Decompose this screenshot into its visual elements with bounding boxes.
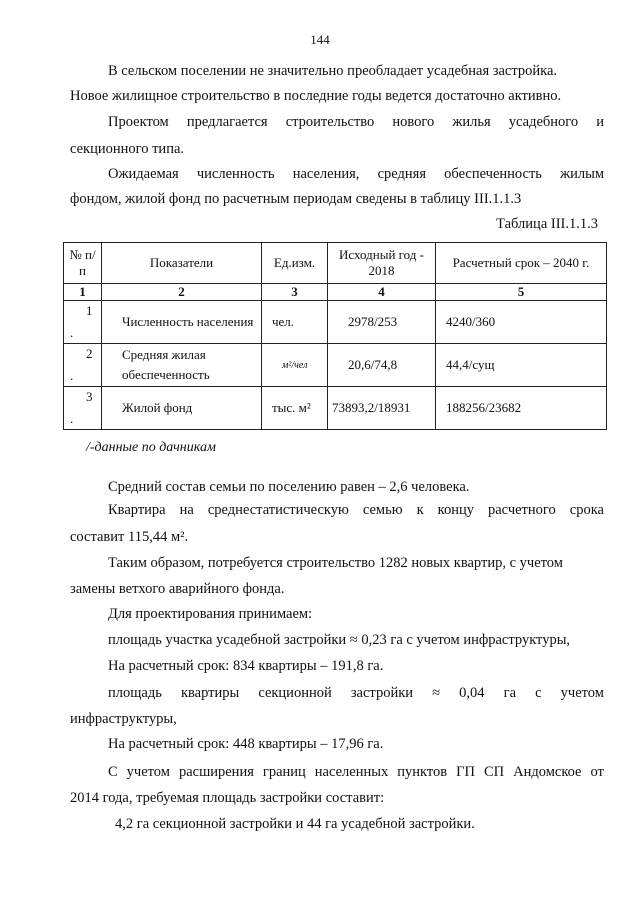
word: строительство (285, 114, 375, 130)
row-number-cell (64, 387, 102, 430)
word: Проектом (108, 114, 169, 130)
word: и (596, 114, 604, 130)
word: ≈ (432, 685, 441, 701)
row-base-value: 20,6/74,8 (328, 344, 436, 387)
header-target-year: Расчетный срок – 2040 г. (436, 243, 607, 284)
word: к (416, 502, 424, 518)
header-number: № п/п (64, 243, 102, 284)
col-number: 1 (64, 284, 102, 301)
col-number: 4 (328, 284, 436, 301)
word: усадебного (508, 114, 579, 130)
word: на (179, 502, 194, 518)
word: с (535, 685, 542, 701)
word: площадь (108, 685, 162, 701)
table-row (64, 344, 607, 387)
row-unit: м²/чел (262, 344, 328, 387)
header-indicator: Показатели (102, 243, 262, 284)
word: 0,04 (459, 685, 485, 701)
paragraph-1-line-1: В сельском поселении не значительно преобладает усадебная застройка. (108, 63, 558, 79)
table-caption: Таблица III.1.1.3 (496, 216, 598, 232)
word: жилья (452, 114, 491, 130)
paragraph-11: На расчетный срок: 448 квартиры – 17,96 га. (108, 736, 384, 752)
row-target-value: 4240/360 (436, 301, 607, 344)
word: средняя (377, 166, 426, 182)
table-header-row (64, 243, 607, 284)
header-unit: Ед.изм. (262, 243, 328, 284)
word: семью (362, 502, 403, 518)
row-number: 1 (86, 303, 93, 318)
word: пунктов (397, 764, 448, 780)
table-row (64, 301, 607, 344)
paragraph-3-line-2: фондом, жилой фонд по расчетным периодам сведены в таблицу III.1.1.3 (70, 191, 522, 207)
word: СП (483, 764, 505, 780)
word: обеспеченность (444, 166, 542, 182)
row-number-dot: . (70, 325, 74, 340)
word: застройки (350, 685, 414, 701)
word: С (108, 764, 118, 780)
paragraph-10-line-1 (108, 685, 604, 702)
row-indicator: Численность населения (102, 301, 262, 344)
paragraph-2-line-1 (108, 114, 604, 131)
word: населенных (314, 764, 389, 780)
paragraph-5-line-1 (108, 502, 604, 519)
row-unit: тыс. м² (262, 387, 328, 430)
row-unit: чел. (262, 301, 328, 344)
paragraph-4: Средний состав семьи по поселению равен – 2,6 человека. (108, 479, 470, 495)
paragraph-13: 4,2 га секционной застройки и 44 га усадебной застройки. (115, 816, 475, 832)
paragraph-2-line-2: секционного типа. (70, 141, 185, 157)
row-number: 2 (86, 346, 93, 361)
word: расширения (178, 764, 254, 780)
paragraph-7: Для проектирования принимаем: (108, 606, 313, 622)
col-number: 2 (102, 284, 262, 301)
word: предлагается (186, 114, 268, 130)
row-indicator: Жилой фонд (102, 387, 262, 430)
header-base-year: Исходный год - 2018 (328, 243, 436, 284)
row-number-dot: . (70, 411, 74, 426)
word: Квартира (108, 502, 166, 518)
row-indicator: Средняя жилая обеспеченность (102, 344, 262, 387)
paragraph-6-line-1: Таким образом, потребуется строительство 1282 новых квартир, с учетом (108, 555, 563, 571)
word: учетом (560, 685, 604, 701)
row-target-value: 44,4/сущ (436, 344, 607, 387)
paragraph-1-line-2: Новое жилищное строительство в последние годы ведется достаточно активно. (70, 88, 562, 104)
page-number: 144 (310, 32, 330, 47)
word: жилым (560, 166, 604, 182)
word: численность (196, 166, 275, 182)
word: ГП (456, 764, 475, 780)
row-target-value: 188256/23682 (436, 387, 607, 430)
word: га (503, 685, 517, 701)
word: срока (569, 502, 604, 518)
word: квартиры (180, 685, 240, 701)
word: учетом (126, 764, 170, 780)
paragraph-12-line-2: 2014 года, требуемая площадь застройки составит: (70, 790, 385, 806)
paragraph-10-line-2: инфраструктуры, (70, 711, 177, 727)
word: среднестатистическую (207, 502, 349, 518)
word: Андомское (513, 764, 582, 780)
row-number-cell (64, 344, 102, 387)
word: населения, (292, 166, 360, 182)
paragraph-5-line-2: составит 115,44 м². (70, 529, 189, 545)
row-number-dot: . (70, 368, 74, 383)
paragraph-6-line-2: замены ветхого аварийного фонда. (70, 581, 285, 597)
row-number-cell (64, 301, 102, 344)
table-row (64, 387, 607, 430)
word: нового (392, 114, 435, 130)
word: расчетного (488, 502, 556, 518)
word: Ожидаемая (108, 166, 179, 182)
col-number: 5 (436, 284, 607, 301)
table-column-numbers-row (64, 284, 607, 301)
word: границ (262, 764, 306, 780)
paragraph-12-line-1 (108, 764, 604, 781)
table-note: /-данные по дачникам (86, 440, 216, 455)
paragraph-9: На расчетный срок: 834 квартиры – 191,8 га. (108, 658, 384, 674)
row-number: 3 (86, 389, 93, 404)
paragraph-3-line-1 (108, 166, 604, 183)
word: концу (437, 502, 474, 518)
row-base-value: 73893,2/18931 (328, 387, 436, 430)
paragraph-8: площадь участка усадебной застройки ≈ 0,23 га с учетом инфраструктуры, (108, 632, 571, 648)
col-number: 3 (262, 284, 328, 301)
word: секционной (258, 685, 332, 701)
row-base-value: 2978/253 (328, 301, 436, 344)
word: от (590, 764, 604, 780)
housing-table (63, 242, 607, 430)
